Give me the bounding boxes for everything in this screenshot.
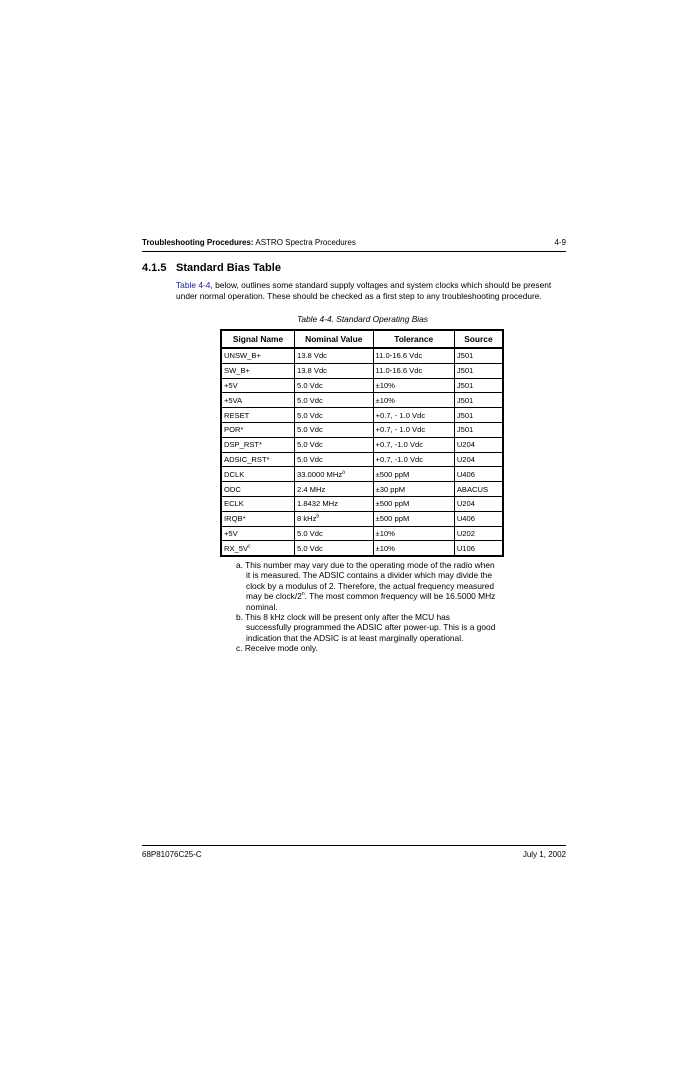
nominal-value-cell — [295, 482, 374, 497]
footnote-a-exponent: n — [301, 591, 305, 598]
source-cell — [454, 541, 503, 556]
signal-name-cell-text: IRQB* — [224, 514, 246, 524]
signal-name-cell — [221, 408, 295, 423]
signal-name-cell-text: RESET — [224, 410, 250, 420]
source-cell — [454, 467, 503, 482]
signal-name-cell — [221, 437, 295, 452]
signal-name-cell — [221, 393, 295, 408]
source-cell-text: U204 — [456, 499, 475, 509]
table-row — [221, 511, 503, 526]
nominal-value-cell — [295, 408, 374, 423]
footer-date: July 1, 2002 — [522, 850, 566, 859]
table-row — [221, 526, 503, 541]
tolerance-cell-text: ±500 ppM — [375, 514, 410, 524]
source-cell — [454, 348, 503, 363]
table-row — [221, 467, 503, 482]
signal-name-cell — [221, 467, 295, 482]
signal-name-cell-text: RX_5V — [224, 543, 249, 553]
section-title: Standard Bias Table — [176, 262, 281, 274]
signal-name-cell-text: UNSW_B+ — [224, 351, 261, 361]
section-heading — [142, 262, 281, 274]
tolerance-cell — [373, 437, 454, 452]
source-cell-text: J501 — [456, 410, 474, 420]
source-cell — [454, 452, 503, 467]
tolerance-cell — [373, 363, 454, 378]
signal-name-cell-text: POR* — [224, 425, 244, 435]
tolerance-cell — [373, 378, 454, 393]
signal-name-cell — [221, 348, 295, 363]
source-cell-text: U406 — [456, 469, 475, 479]
signal-name-cell-text: DSP_RST* — [224, 440, 262, 450]
footnote-a-tail: . The most common frequency will be 16.5000 MHz nominal. — [246, 591, 496, 612]
nominal-value-cell-text: 5.0 Vdc — [297, 425, 323, 435]
source-cell — [454, 482, 503, 497]
tolerance-cell-text: ±10% — [375, 528, 395, 538]
signal-name-cell — [221, 541, 295, 556]
tolerance-cell-text: ±10% — [375, 543, 395, 553]
signal-name-cell-text: SW_B+ — [224, 366, 250, 376]
tolerance-cell — [373, 526, 454, 541]
source-cell-text: U406 — [456, 514, 475, 524]
signal-name-cell — [221, 363, 295, 378]
nominal-value-cell — [295, 348, 374, 363]
tolerance-cell — [373, 408, 454, 423]
nominal-value-cell — [295, 363, 374, 378]
tolerance-cell — [373, 467, 454, 482]
signal-name-cell-text: ODC — [224, 484, 241, 494]
signal-name-cell-text: ADSIC_RST* — [224, 454, 270, 464]
nominal-value-cell-text: 5.0 Vdc — [297, 528, 323, 538]
header-signal-name: Signal Name — [221, 330, 295, 348]
nominal-value-cell — [295, 378, 374, 393]
table-row — [221, 496, 503, 511]
nominal-value-cell-text: 5.0 Vdc — [297, 543, 323, 553]
source-cell-text: J501 — [456, 425, 474, 435]
source-cell-text: U106 — [456, 543, 475, 553]
footnote-a — [236, 560, 496, 612]
source-cell — [454, 422, 503, 437]
source-cell-text: U204 — [456, 440, 475, 450]
source-cell-text: U202 — [456, 528, 475, 538]
source-cell — [454, 511, 503, 526]
nominal-value-cell-text: 2.4 MHz — [297, 484, 326, 494]
footer-rule — [142, 845, 566, 846]
table-header-row — [221, 330, 503, 348]
tolerance-cell-text: ±500 ppM — [375, 499, 410, 509]
footnote-ref: b — [316, 513, 320, 520]
intro-paragraph — [176, 280, 561, 302]
tolerance-cell-text: 11.0-16.6 Vdc — [375, 366, 423, 376]
nominal-value-cell-text: 1.8432 MHz — [297, 499, 338, 509]
nominal-value-cell — [295, 467, 374, 482]
tolerance-cell-text: ±30 ppM — [375, 484, 406, 494]
signal-name-cell-text: +5V — [224, 528, 238, 538]
nominal-value-cell — [295, 437, 374, 452]
table-row — [221, 437, 503, 452]
nominal-value-cell-text: 33.0000 MHz — [297, 469, 343, 479]
source-cell — [454, 363, 503, 378]
tolerance-cell-text: ±10% — [375, 395, 395, 405]
tolerance-cell — [373, 482, 454, 497]
source-cell — [454, 437, 503, 452]
tolerance-cell — [373, 452, 454, 467]
table-row — [221, 408, 503, 423]
signal-name-cell-text: +5V — [224, 380, 238, 390]
nominal-value-cell — [295, 541, 374, 556]
source-cell — [454, 378, 503, 393]
signal-name-cell — [221, 452, 295, 467]
bias-table — [220, 329, 504, 557]
footnote-ref: c — [248, 543, 251, 550]
signal-name-cell — [221, 378, 295, 393]
source-cell — [454, 393, 503, 408]
footnote-ref: a — [342, 469, 345, 476]
signal-name-cell-text: +5VA — [224, 395, 243, 405]
table-row — [221, 378, 503, 393]
header-section-title: ASTRO Spectra Procedures — [253, 238, 356, 247]
nominal-value-cell — [295, 496, 374, 511]
nominal-value-cell-text: 5.0 Vdc — [297, 454, 323, 464]
signal-name-cell — [221, 526, 295, 541]
source-cell-text: J501 — [456, 380, 474, 390]
nominal-value-cell — [295, 511, 374, 526]
table-caption: Table 4-4. Standard Operating Bias — [297, 314, 428, 324]
table-link[interactable]: Table 4-4 — [176, 280, 211, 290]
table-row — [221, 348, 503, 363]
table-row — [221, 541, 503, 556]
intro-text: , below, outlines some standard supply voltages and system clocks which should be present under normal operation. These should be checked as a first step to any troubleshooting procedure. — [176, 280, 552, 301]
source-cell — [454, 496, 503, 511]
nominal-value-cell-text: 5.0 Vdc — [297, 380, 323, 390]
nominal-value-cell-text: 8 kHz — [297, 514, 317, 524]
tolerance-cell — [373, 348, 454, 363]
source-cell-text: U204 — [456, 454, 475, 464]
tolerance-cell-text: +0.7, - 1.0 Vdc — [375, 410, 426, 420]
nominal-value-cell — [295, 422, 374, 437]
table-footnotes — [236, 560, 496, 654]
source-cell-text: ABACUS — [456, 484, 489, 494]
nominal-value-cell — [295, 452, 374, 467]
tolerance-cell — [373, 422, 454, 437]
tolerance-cell — [373, 393, 454, 408]
tolerance-cell-text: 11.0-16.6 Vdc — [375, 351, 423, 361]
nominal-value-cell-text: 5.0 Vdc — [297, 395, 323, 405]
header-page-number: 4-9 — [554, 238, 566, 247]
footnote-a-text: a. This number may vary due to the operating mode of the radio when it is measured. The ADSIC contains a divider which may divide the clock by a modulus of 2. Therefore, the actual frequency measured may be clock/2 — [236, 560, 495, 602]
footer-doc-number: 68P81076C25-C — [142, 850, 202, 859]
table-row — [221, 482, 503, 497]
table-row — [221, 422, 503, 437]
header-nominal-value: Nominal Value — [295, 330, 374, 348]
footnote-c: c. Receive mode only. — [236, 643, 318, 654]
nominal-value-cell-text: 13.8 Vdc — [297, 351, 327, 361]
source-cell-text: J501 — [456, 366, 474, 376]
tolerance-cell-text: ±10% — [375, 380, 395, 390]
signal-name-cell — [221, 422, 295, 437]
nominal-value-cell-text: 13.8 Vdc — [297, 366, 327, 376]
tolerance-cell — [373, 511, 454, 526]
tolerance-cell-text: +0.7, -1.0 Vdc — [375, 440, 424, 450]
section-number: 4.1.5 — [142, 262, 167, 274]
footnote-b: b. This 8 kHz clock will be present only after the MCU has successfully programmed the ADSIC after power-up. This is a good indication that the ADSIC is at least marginally operational. — [236, 612, 496, 643]
signal-name-cell-text: ECLK — [224, 499, 244, 509]
nominal-value-cell — [295, 526, 374, 541]
signal-name-cell-text: DCLK — [224, 469, 245, 479]
tolerance-cell-text: +0.7, -1.0 Vdc — [375, 454, 424, 464]
source-cell-text: J501 — [456, 351, 474, 361]
table-row — [221, 452, 503, 467]
header-source: Source — [454, 330, 503, 348]
signal-name-cell — [221, 511, 295, 526]
header-tolerance: Tolerance — [373, 330, 454, 348]
table-row — [221, 393, 503, 408]
signal-name-cell — [221, 482, 295, 497]
tolerance-cell — [373, 496, 454, 511]
source-cell-text: J501 — [456, 395, 474, 405]
table-row — [221, 363, 503, 378]
nominal-value-cell — [295, 393, 374, 408]
running-header — [142, 238, 356, 247]
source-cell — [454, 408, 503, 423]
header-rule — [142, 251, 566, 252]
nominal-value-cell-text: 5.0 Vdc — [297, 410, 323, 420]
header-section-bold: Troubleshooting Procedures: — [142, 238, 254, 247]
tolerance-cell-text: +0.7, - 1.0 Vdc — [375, 425, 426, 435]
signal-name-cell — [221, 496, 295, 511]
tolerance-cell-text: ±500 ppM — [375, 469, 410, 479]
nominal-value-cell-text: 5.0 Vdc — [297, 440, 323, 450]
source-cell — [454, 526, 503, 541]
tolerance-cell — [373, 541, 454, 556]
